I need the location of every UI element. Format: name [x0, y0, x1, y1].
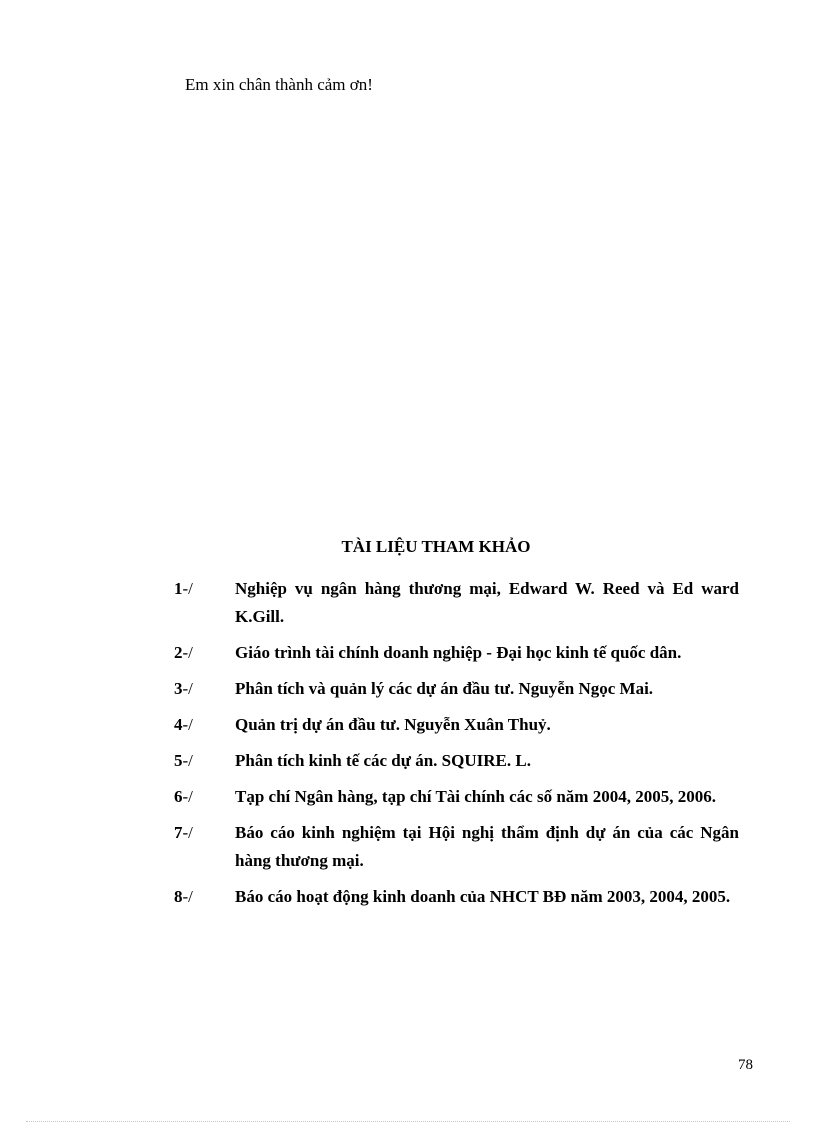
closing-remark: Em xin chân thành cảm ơn!	[185, 75, 373, 94]
reference-number: 6-/	[174, 787, 193, 806]
reference-item	[174, 675, 739, 703]
page-number: 78	[738, 1057, 753, 1073]
references-title: TÀI LIỆU THAM KHẢO	[341, 537, 531, 556]
reference-text: Phân tích kinh tế các dự án. SQUIRE. L.	[235, 751, 531, 770]
reference-text: Phân tích và quản lý các dự án đầu tư. Nguyễn Ngọc Mai.	[235, 679, 654, 698]
references-list	[174, 575, 739, 919]
reference-text: Quản trị dự án đầu tư. Nguyễn Xuân Thuỷ.	[235, 715, 551, 734]
reference-text: Tạp chí Ngân hàng, tạp chí Tài chính các số năm 2004, 2005, 2006.	[235, 787, 716, 806]
reference-number: 7-/	[174, 823, 193, 842]
reference-item	[174, 575, 739, 631]
reference-number: 5-/	[174, 751, 193, 770]
reference-text: Giáo trình tài chính doanh nghiệp - Đại học kinh tế quốc dân.	[235, 643, 682, 662]
reference-text: Báo cáo kinh nghiệm tại Hội nghị thẩm định dự án của các Ngân hàng thương mại.	[235, 823, 739, 870]
footer-divider	[26, 1121, 790, 1122]
reference-text: Nghiệp vụ ngân hàng thương mại, Edward W. Reed và Ed ward K.Gill.	[235, 579, 739, 626]
reference-number: 2-/	[174, 643, 193, 662]
reference-number: 3-/	[174, 679, 193, 698]
reference-item	[174, 783, 739, 811]
reference-item	[174, 639, 739, 667]
reference-item	[174, 711, 739, 739]
reference-number: 1-/	[174, 579, 193, 598]
reference-item	[174, 747, 739, 775]
reference-text: Báo cáo hoạt động kinh doanh của NHCT BĐ năm 2003, 2004, 2005.	[235, 887, 731, 906]
reference-number: 4-/	[174, 715, 193, 734]
reference-number: 8-/	[174, 887, 193, 906]
reference-item	[174, 819, 739, 875]
reference-item	[174, 883, 739, 911]
